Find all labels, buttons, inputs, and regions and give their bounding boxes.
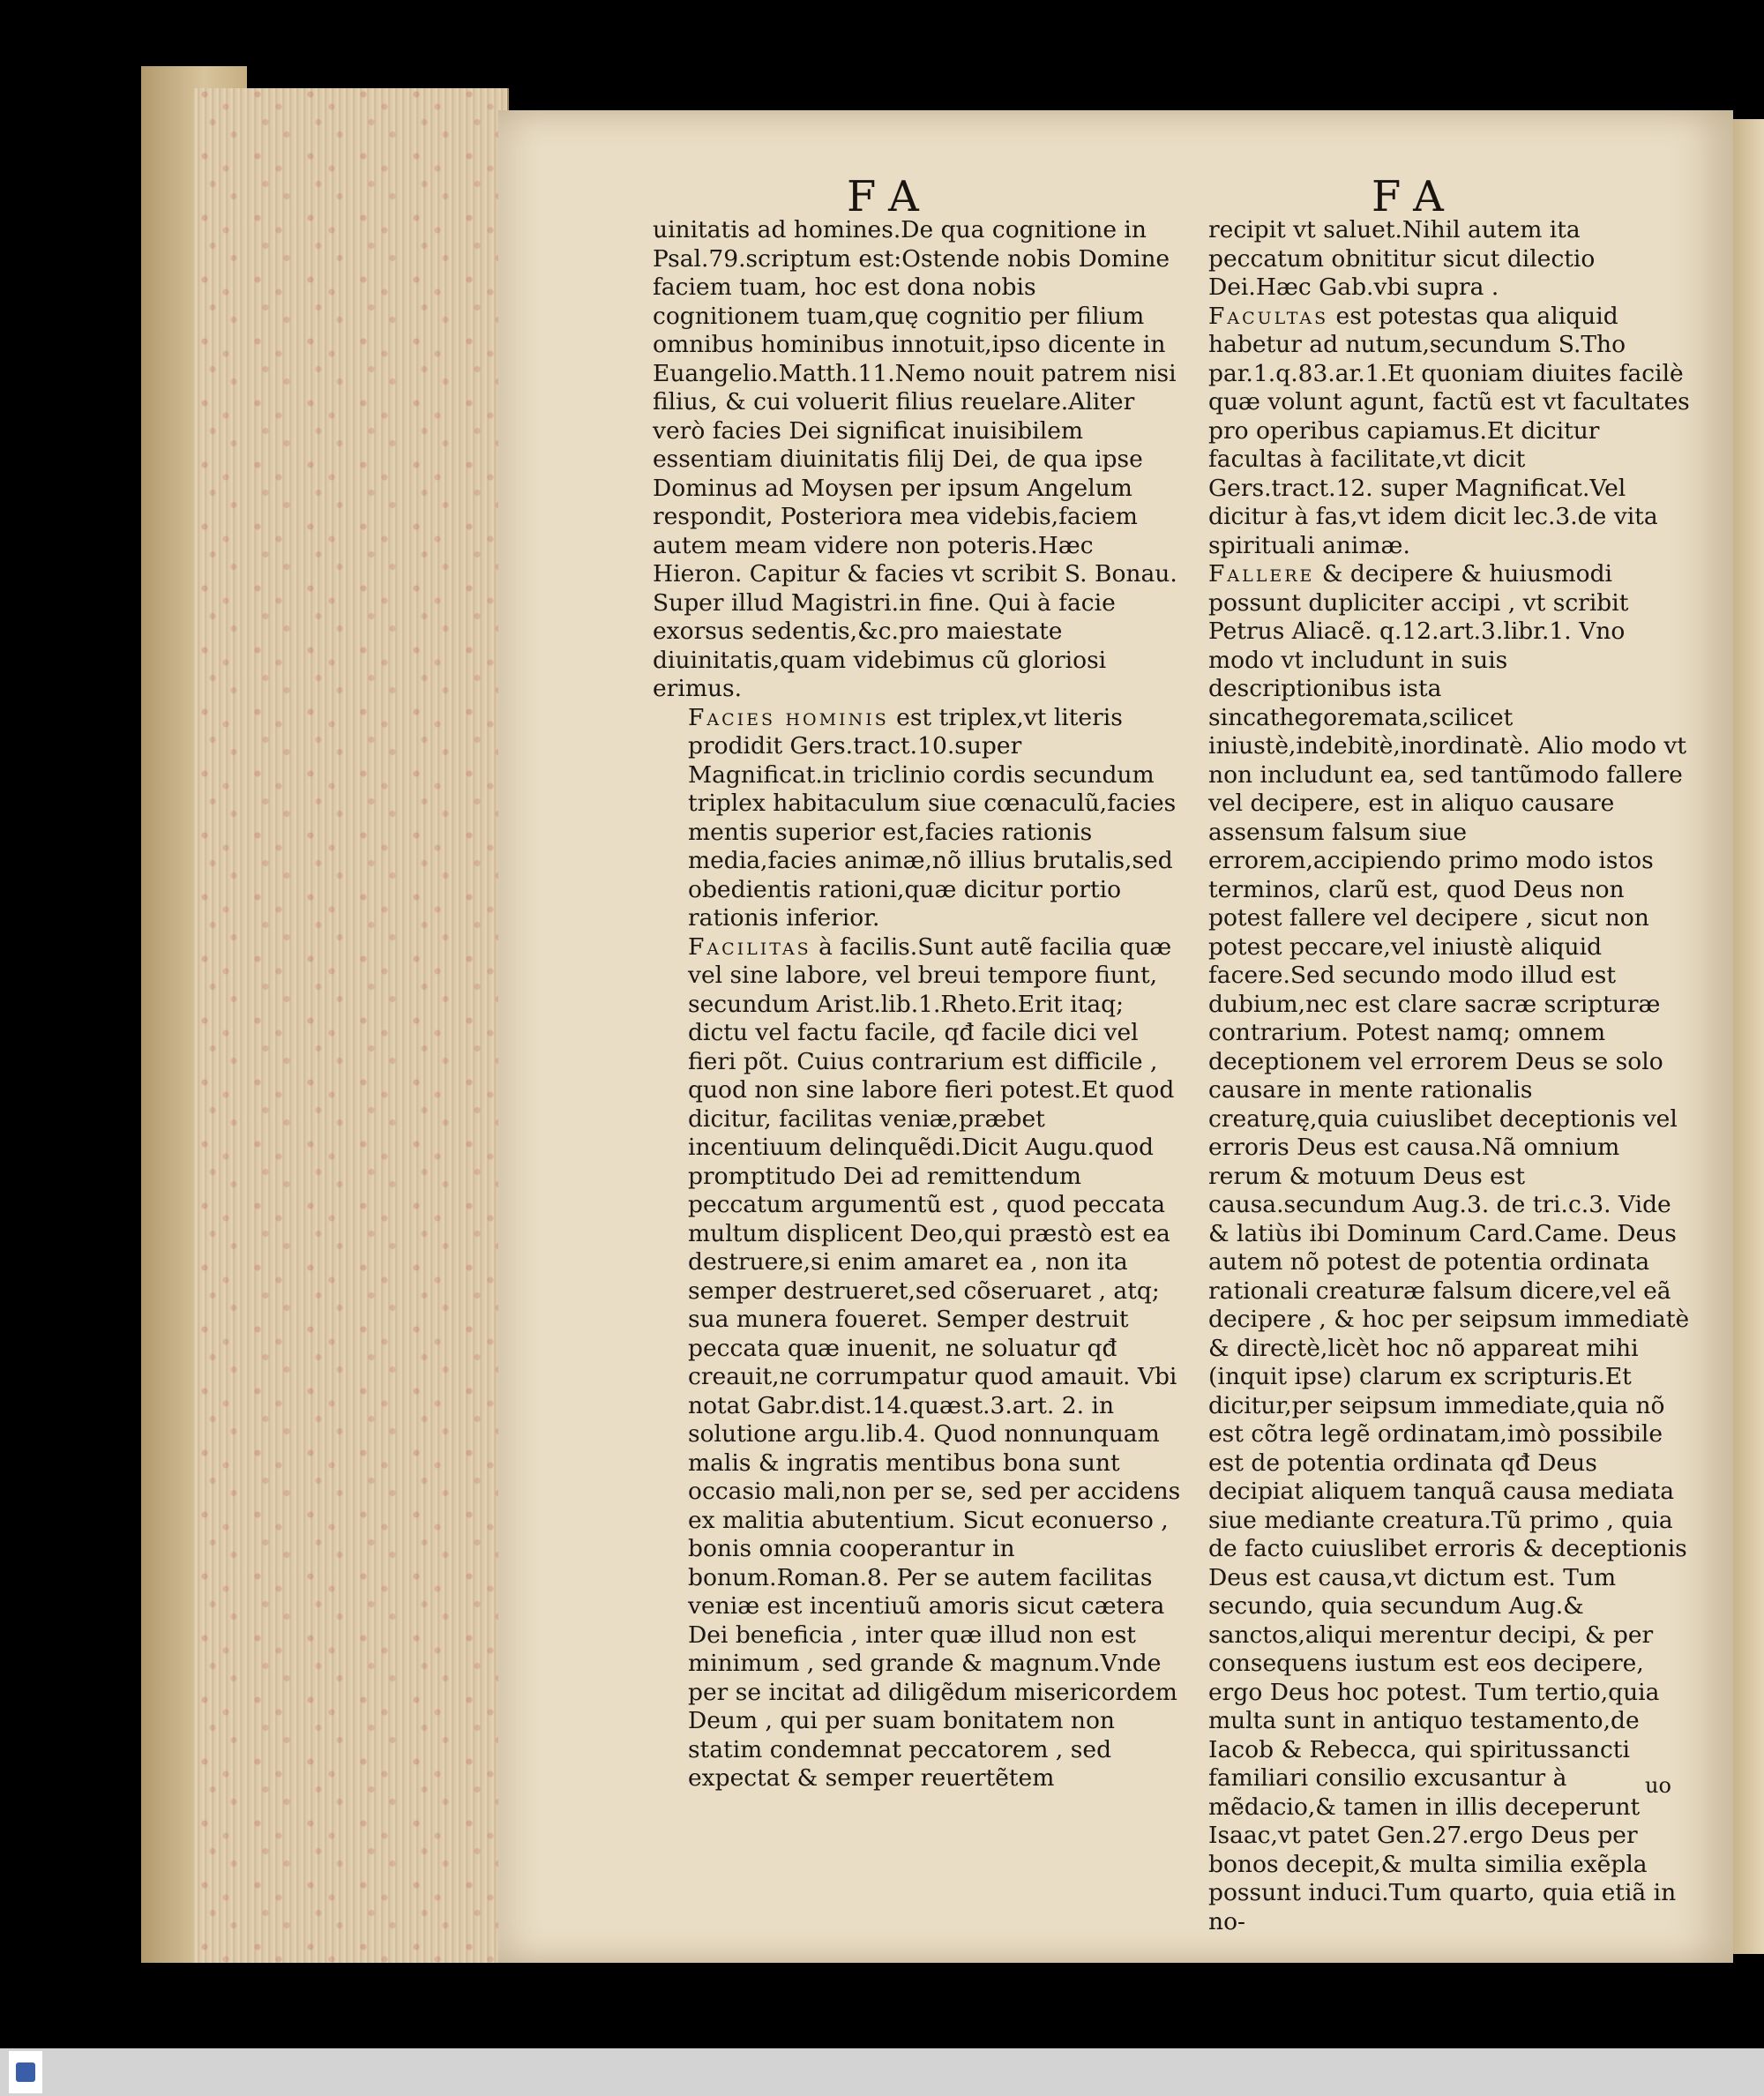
paragraph: uinitatis ad homines.De qua cognitione in Psal.79.scriptum est:Ostende nobis Domine faciem tuam, hoc est dona nobis cognitionem tuam,quę cognitio per filium omnibus hominibus innotuit,ipso dicente in Euangelio.Matth.11.Nemo nouit patrem nisi filius, & cui voluerit filius reuelare.Aliter verò facies Dei significat inuisibilem essentiam diuinitatis filij Dei, de qua ipse Dominus ad Moysen per ipsum Angelum respondit, Posteriora mea videbis,faciem autem meam videre non poteris.Hæc Hieron. Capitur & facies vt scribit S. Bonau. Super illud Magistri.in fine. Qui à facie exorsus sedentis,&c.pro maiestate diuinitatis,quam videbimus cũ gloriosi erimus.: [653, 216, 1177, 702]
catchword: uo: [1645, 1773, 1671, 1798]
left-text-column: [653, 216, 1182, 1793]
left-running-header: FA: [847, 172, 935, 221]
dictionary-entry-fallere: [1173, 560, 1693, 1936]
dictionary-entry-facultas: [1173, 303, 1693, 561]
right-text-column: [1173, 216, 1693, 1936]
entry-text: & decipere & huiusmodi possunt dupliciter accipi , vt scribit Petrus Aliacẽ. q.12.art.3.libr.1. Vno modo vt includunt in suis descriptionibus ista sincathegoremata,scilicet iniustè,indebitè,inordinatè. Alio modo vt non includunt ea, sed tantũmodo fallere vel decipere, est in aliquo causare assensum falsum siue errorem,accipiendo primo modo istos terminos, clarũ est, quod Deus non potest fallere vel decipere , sicut non potest peccare,vel iniustè aliquid facere.Sed secundo modo illud est dubium,nec est clare sacræ scripturæ contrarium. Potest namq; omnem deceptionem vel errorem Deus se solo causare in mente rationalis creaturę,quia cuiuslibet deceptionis vel erroris Deus est causa.Nã omnium rerum & motuum Deus est causa.secundum Aug.3. de tri.c.3. Vide & latiùs ibi Dominum Card.Came. Deus autem nõ potest de potentia ordinata rationali creaturæ falsum dicere,vel eã decipere , & hoc per seipsum immediatè & directè,licèt hoc nõ appareat mihi (inquit ipse) clarum ex scripturis.Et dicitur,per seipsum immediate,quia nõ est cõtra legẽ ordinatam,imò possibile est de potentia ordinata qđ Deus decipiat aliquem tanquã causa mediata siue mediante creatura.Tũ primo , quia de facto cuiuslibet erroris & deceptionis Deus est causa,vt dictum est. Tum secundo, quia secundum Aug.& sanctos,aliqui merentur decipi, & per consequens iustum est eos decipere, ergo Deus hoc potest. Tum tertio,quia multa sunt in antiquo testamento,de Iacob & Rebecca, qui spiritussancti familiari consilio excusantur à mẽdacio,& tamen in illis deceperunt Isaac,vt patet Gen.27.ergo Deus per bonos decepit,& multa similia exẽpla possunt induci.Tum quarto, quia etiã in no-: [1208, 560, 1690, 1935]
paragraph: recipit vt saluet.Nihil autem ita peccatum obnititur sicut dilectio Dei.Hæc Gab.vbi supra .: [1208, 216, 1596, 301]
entry-text: à facilis.Sunt autẽ facilia quæ vel sine labore, vel breui tempore fiunt, secundum Arist.lib.1.Rheto.Erit itaq; dictu vel factu facile, qđ facile dici vel fieri põt. Cuius contrarium est difficile , quod non sine labore fieri potest.Et quod dicitur, facilitas veniæ,præbet incentiuum delinquẽdi.Dicit Augu.quod promptitudo Dei ad remittendum peccatum argumentũ est , quod peccata multum displicent Deo,qui præstò est ea destruere,si enim amaret ea , non ita semper destrueret,sed cõseruaret , atq; sua munera foueret. Semper destruit peccata quæ inuenit, ne soluatur qđ creauit,ne corrumpatur quod amauit. Vbi notat Gabr.dist.14.quæst.3.art. 2. in solutione argu.lib.4. Quod nonnunquam malis & ingratis mentibus bona sunt occasio mali,non per se, sed per accidens ex malitia abutentium. Sicut econuerso , bonis omnia cooperantur in bonum.Roman.8. Per se autem facilitas veniæ est incentiuũ amoris sicut cætera Dei beneficia , inter quæ illud non est minimum , sed grande & magnum.Vnde per se incitat ad diligẽdum misericordem Deum , qui per suam bonitatem non statim condemnat peccatorem , sed expectat & semper reuertẽtem: [688, 932, 1181, 1792]
entry-term: Fallere: [1208, 560, 1315, 588]
entry-term: Facies hominis: [688, 703, 889, 731]
entry-text: est potestas qua aliquid habetur ad nutum,secundum S.Tho par.1.q.83.ar.1.Et quoniam diuites facilè quæ volunt agunt, factũ est vt facultates pro operibus capiamus.Et dicitur facultas à facilitate,vt dicit Gers.tract.12. super Magnificat.Vel dicitur à fas,vt idem dicit lec.3.de vita spirituali animæ.: [1208, 302, 1690, 559]
viewer-bottom-bar: [0, 2048, 1764, 2096]
dictionary-entry-facilitas: [653, 933, 1182, 1793]
library-logo-icon: [16, 2062, 35, 2082]
library-logo: [9, 2051, 42, 2093]
entry-term: Facultas: [1208, 302, 1329, 330]
facing-page-edge: [1733, 119, 1764, 1954]
page-edges: [194, 88, 509, 1963]
entry-term: Facilitas: [688, 932, 811, 961]
right-running-header: FA: [1372, 172, 1460, 221]
entry-text: est triplex,vt literis prodidit Gers.tract.10.super Magnificat.in triclinio cordis secundum triplex habitaculum siue cœnaculũ,facies mentis superior est,facies rationis media,facies animæ,nõ illius brutalis,sed obedientis rationi,quæ dicitur portio rationis inferior.: [688, 703, 1177, 932]
dictionary-entry-facies-hominis: [653, 704, 1182, 933]
